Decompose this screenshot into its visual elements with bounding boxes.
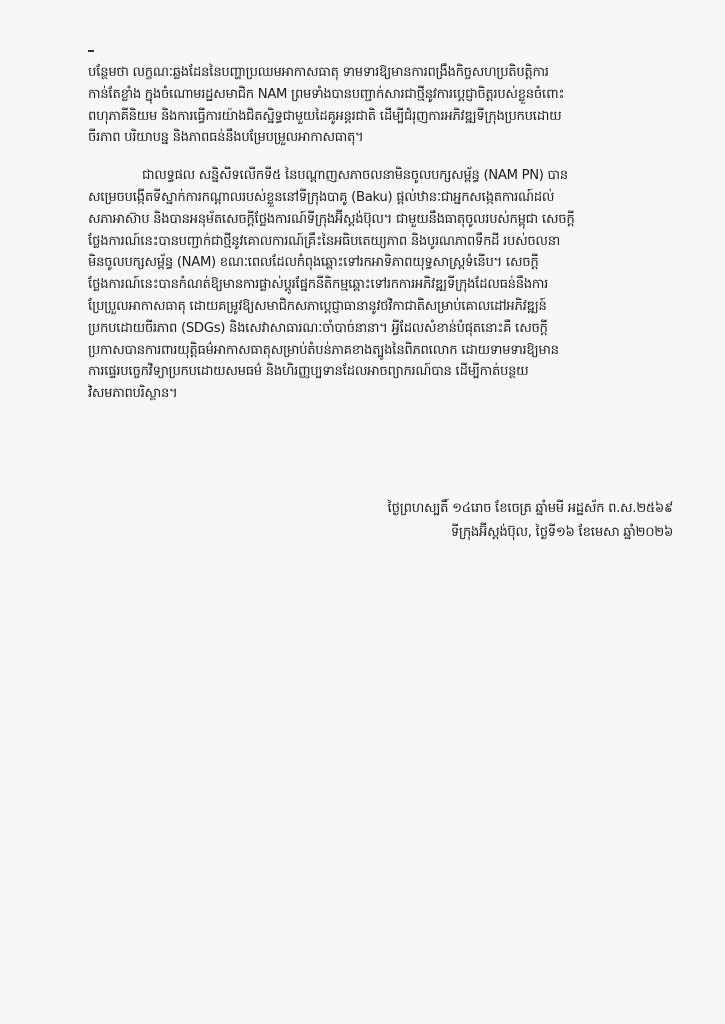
paragraph-1-line: កាន់តែខ្លាំង ក្នុងចំណោមរដ្ឋសមាជិក NAM ព្រមទាំងបានបញ្ជាក់សារជាថ្មីនូវការប្តេជ្ញាចិត្តរបស់ខ្លួនចំពោះ <box>88 86 565 102</box>
paragraph-2-line: ប្រែប្រួលអាកាសធាតុ ដោយគម្រូវឱ្យសមាជិកសភាប្តេជ្ញាធានានូវថវិកាជាតិសម្រាប់គោលដៅអភិវឌ្ឍន៍ <box>88 298 547 314</box>
paragraph-2 <box>88 165 698 405</box>
paragraph-2-line: ប្រកាសបានការពារយុត្តិធម៌អាកាសធាតុសម្រាប់តំបន់ភាគខាងត្បូងនៃពិភពលោក ដោយទាមទារឱ្យមាន <box>88 342 559 358</box>
paragraph-1-line: ចីរភាព បរិយាបន្ន និងភាពធន់នឹងបម្រែបម្រួលអាកាសធាតុ។ <box>88 130 364 146</box>
signature-place-date: ទីក្រុងអ៊ីស្តង់ប៊ុល, ថ្ងៃទី១៦ ខែមេសា ឆ្នាំ២០២៦ <box>450 525 673 540</box>
paragraph-2-line: ថ្លែងការណ៍នេះបានបញ្ជាក់ជាថ្មីនូវគោលការណ៍គ្រឹះនៃអធិបតេយ្យភាព និងបូរណភាពទឹកដី របស់ចលនា <box>88 233 560 249</box>
page-top-mark <box>88 50 94 52</box>
paragraph-2-line: ថ្លែងការណ៍នេះបានកំណត់ឱ្យមានការផ្លាស់ប្តូរផ្នែកនីតិកម្មឆ្ពោះទៅរកការអភិវឌ្ឍទីក្រុងដែលធន់នឹងការ <box>88 277 549 293</box>
paragraph-2-line: ជាលទ្ធផល សន្និសីទលើកទី៥ នៃបណ្ដាញសភាចលនាមិនចូលបក្សសម្ព័ន្ធ (NAM PN) បាន <box>142 168 568 184</box>
document-body <box>88 62 698 405</box>
paragraph-2-line: ការផ្ទេរបច្ចេកវិទ្យាប្រកបដោយសមធម៌ និងហិរញ្ញប្បទានដែលអាចព្យាករណ៍បាន ដើម្បីកាត់បន្ថយ <box>88 364 529 380</box>
paragraph-1 <box>88 62 698 149</box>
paragraph-2-line: វិសមភាពបរិស្ថាន។ <box>88 386 178 402</box>
signature-block <box>387 497 673 545</box>
signature-lunar-date: ថ្ងៃព្រហស្បតិ៍ ១៤រោច ខែចេត្រ ឆ្នាំមមី អដ្ឋស័ក ព.ស.២៥៦៩ <box>387 501 673 516</box>
paragraph-1-line: បន្ថែមថា លក្ខណៈឆ្លងដែននៃបញ្ហាប្រឈមអាកាសធាតុ ទាមទារឱ្យមានការពង្រឹងកិច្ចសហប្រតិបត្តិការ <box>88 65 549 80</box>
paragraph-2-line: សភាអាស៊ាប និងបានអនុម័តសេចក្តីថ្លែងការណ៍ទីក្រុងអ៊ីស្តង់ប៊ុល។ ជាមួយនឹងធាតុចូលរបស់កម្ពុជា សេចក្តី <box>88 211 575 227</box>
paragraph-2-line: ប្រកបដោយចីរភាព (SDGs) និងសេវាសាធារណៈចាំបាច់នានា។ អ្វីដែលសំខាន់បំផុតនោះគឺ សេចក្តី <box>88 320 548 336</box>
paragraph-2-line: សម្រេចបង្កើតទីស្នាក់ការកណ្តាលរបស់ខ្លួននៅទីក្រុងបាគូ (Baku) ផ្តល់ឋានៈជាអ្នកសង្កេតការណ៍ដល់ <box>88 189 555 205</box>
paragraph-1-line: ពហុភាគីនិយម និងការធ្វើការយ៉ាងជិតស្និទ្ធជាមួយដៃគូអន្តរជាតិ ដើម្បីជំរុញការអភិវឌ្ឍទីក្រុងប្រកបដោយ <box>88 108 562 124</box>
paragraph-2-line: មិនចូលបក្សសម្ព័ន្ធ (NAM) ខណៈពេលដែលកំពុងឆ្ពោះទៅរកអាទិភាពយុទ្ធសាស្ត្រទំនើប។ សេចក្តី <box>88 255 539 271</box>
